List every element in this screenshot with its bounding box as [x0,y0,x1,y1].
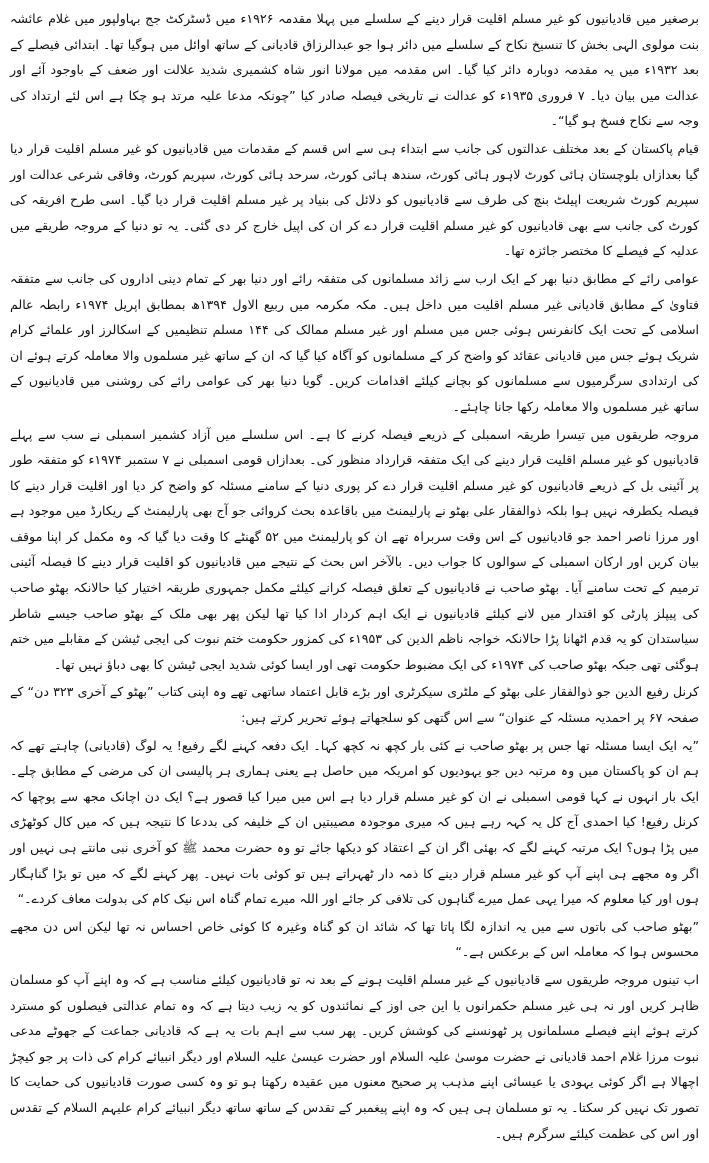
quote-bhutto: ”یہ ایک ایسا مسئلہ تھا جس پر بھٹو صاحب نے کئی بار کچھ نہ کچھ کہا۔ ایک دفعہ کہنے لگے رفیع! یہ لوگ (قادیانی) چاہتے تھے کہ ہم ان کو پاکستان میں وہ مرتبہ دیں جو یہودیوں کو امریکہ میں حاصل ہے یعنی ہماری ہر پالیسی ان کی مرضی کے مطابق چلے۔ ایک بار انہوں نے کہا قومی اسمبلی نے ان کو غیر مسلم قرار دیا ہے اس میں میرا کیا قصور ہے؟ ایک دن اچانک مجھ سے پوچھا کہ کرنل رفیع! کیا احمدی آج کل یہ کہہ رہے ہیں کہ میری موجودہ مصیبتیں ان کے خلیفہ کی بددعا کا نتیجہ ہیں کہ میں کال کوٹھڑی میں پڑا ہوں؟ ایک مرتبہ کہنے لگے کہ بھئی اگر ان کے اعتقاد کو دیکھا جائے تو وہ حضرت محمد ﷺ کو آخری نبی مانتے ہی نہیں اور اگر وہ مجھے ہی اپنے آپ کو غیر مسلم قرار دینے کا ذمہ دار ٹھہراتے ہیں تو کوئی بات نہیں۔ پھر کہنے لگے کہ میں تو بڑا گناہگار ہوں اور کیا معلوم کہ میرا یہی عمل میرے گناہوں کی تلافی کر جائے اور اللہ میرے تمام گناہ اس نیک کام کی بدولت معاف کردے۔“ [10,737,699,907]
paragraph-assembly: مروجہ طریقوں میں تیسرا طریقہ اسمبلی کے ذریعے فیصلہ کرنے کا ہے۔ اس سلسلے میں آزاد کشمیر اسمبلی نے سب سے پہلے قادیانیوں کو غیر مسلم اقلیت قرار دینے کی ایک متفقہ قرارداد منظور کی۔ بعدازاں قومی اسمبلی نے ۷ ستمبر ۱۹۷۴ء کو متفقہ طور پر آئینی بل کے ذریعے قادیانیوں کو غیر مسلم اقلیت قرار دے کر پوری دنیا کے سامنے مسئلہ کو واضح کر دیا اور اقلیت قرار دینے کا فیصلہ یکطرفہ نہیں ہوا بلکہ ذوالفقار علی بھٹو نے پارلیمنٹ میں باقاعدہ بحث کروائی جو آج بھی پارلیمنٹ کے ریکارڈ میں موجود ہے اور مرزا ناصر احمد جو قادیانیوں کے اس وقت سربراہ تھے ان کو پارلیمنٹ میں ۵۲ گھنٹے کا وقت دیا گیا کہ وہ مکمل کر اپنا موقف بیان کریں اور ارکان اسمبلی کے سوالوں کا جواب دیں۔ بالآخر اس بحث کے نتیجے میں قادیانیوں کو اقلیت قرار دینے کا فیصلہ آئینی ترمیم کے تحت سامنے آیا۔ بھٹو صاحب نے قادیانیوں کے تعلق فیصلہ کرانے کیلئے مکمل جمہوری طریقہ اختیار کیا حالانکہ بھٹو صاحب کی پیپلز پارٹی کو اقتدار میں لانے کیلئے قادیانیوں نے ایک اہم کردار ادا کیا تھا لیکن پھر بھی ملک کے بھٹو صاحب جیسے شاطر سیاستدان کو یہ قدم اٹھانا پڑا حالانکہ خواجہ ناظم الدین کی ۱۹۵۳ء کی کمزور حکومت ختم نبوت کی ایجی ٹیشن کے مقابلے میں ختم ہوگئی تھی جبکہ بھٹو صاحب کی ۱۹۷۴ء کی ایک مضبوط حکومت تھی اور ایسا کوئی شدید ایجی ٹیشن کا بھی دباؤ نہیں تھا۔ [10,426,699,672]
paragraph-first-case: برصغیر میں قادیانیوں کو غیر مسلم اقلیت قرار دینے کے سلسلے میں پہلا مقدمہ ۱۹۲۶ء میں ڈسٹرکٹ جج بہاولپور میں غلام عائشہ بنت مولوی الہی بخش کا تنسیخ نکاح کے سلسلے میں دائر ہوا جو عبدالرزاق قادیانی کے ساتھ اوائل میں ہوگیا تھا۔ ابتدائی فیصلے کے بعد ۱۹۳۲ء میں یہ مقدمہ دوبارہ دائر کیا گیا۔ اس مقدمہ میں مولانا انور شاہ کشمیری شدید علالت اور ضعف کے باوجود آئے اور عدالت میں بیان دیا۔ ۷ فروری ۱۹۳۵ء کو عدالت نے تاریخی فیصلہ صادر کیا ”چونکہ مدعا علیہ مرتد ہو چکا ہے اس لئے ارتداد کی وجہ سے نکاح فسخ ہو گیا“۔ [10,11,699,129]
paragraph-closing-quote: ”بھٹو صاحب کی باتوں سے میں یہ اندازہ لگا پاتا تھا کہ شائد ان کو گناہ وغیرہ کا کوئی خاص احساس نہ تھا لیکن اس دن مجھے محسوس ہوا کہ معاملہ اس کے برعکس ہے۔“ [10,918,699,960]
paragraph-colonel-rafi: کرنل رفیع الدین جو ذوالفقار علی بھٹو کے ملٹری سیکرٹری اور بڑے قابل اعتماد ساتھی تھے وہ اپنی کتاب ”بھٹو کے آخری ۳۲۳ دن“ کے صفحہ ۶۷ پر احمدیہ مسئلہ کے عنوان“ سے اس گتھی کو سلجھاتے ہوئے تحریر کرتے ہیں: [10,684,699,726]
paragraph-conclusion: اب تینوں مروجہ طریقوں سے قادیانیوں کے غیر مسلم اقلیت ہونے کے بعد نہ تو قادیانیوں کیلئے مناسب ہے کہ وہ اپنے آپ کو مسلمان ظاہر کریں اور نہ ہی غیر مسلم حکمرانوں یا این جی اوز کے نمائندوں کو یہ زیب دیتا ہے کہ وہ تمام عدالتی فیصلوں کو مسترد کرتے ہوئے اپنے فیصلے مسلمانوں پر ٹھونسنے کی کوشش کریں۔ پھر سب سے اہم بات یہ ہے کہ قادیانی جماعت کے جھوٹے مدعی نبوت مرزا غلام احمد قادیانی نے حضرت موسیٰ علیہ السلام اور حضرت عیسیٰ علیہ السلام اور دیگر انبیائے کرام کی ذات پر جو کیچڑ اچھالا ہے اگر کوئی یہودی یا عیسائی اپنے مذہب پر صحیح معنوں میں عقیدہ رکھتا ہو تو وہ کسی صورت قادیانیوں کی حمایت کا تصور تک نہیں کر سکتا۔ یہ تو مسلمان ہی ہیں کہ وہ اپنے پیغمبر کے تقدس کے ساتھ ساتھ دیگر انبیائے کرام علیہم السلام کے تقدس اور اس کی عظمت کیلئے سرگرم ہیں۔ [10,971,699,1141]
paragraph-public-opinion: عوامی رائے کے مطابق دنیا بھر کے ایک ارب سے زائد مسلمانوں کی متفقہ رائے اور دنیا بھر کے تمام دینی اداروں کی جانب سے متفقہ فتاویٰ کے مطابق قادیانی غیر مسلم اقلیت میں داخل ہیں۔ مکہ مکرمہ میں ربیع الاول ۱۳۹۴ھ بمطابق اپریل ۱۹۷۴ء رابطہ عالم اسلامی کے تحت ایک کانفرنس ہوئی جس میں مسلم اور غیر مسلم ممالک کی ۱۴۴ مسلم تنظیمیں کے اسکالرز اور علمائے کرام شریک ہوئے جس میں قادیانی عقائد کو واضح کر کے مسلمانوں کو آگاہ کیا گیا کہ ان کے ساتھ غیر مسلموں والا معاملہ کرتے ہوئے ان کی ارتدادی سرگرمیوں سے مسلمانوں کو بچانے کیلئے اقدامات کریں۔ گویا دنیا بھر کی عوامی رائے کی روشنی میں قادیانیوں کے ساتھ غیر مسلموں والا معاملہ رکھا جانا چاہئے۔ [10,270,699,414]
paragraph-courts: قیام پاکستان کے بعد مختلف عدالتوں کی جانب سے ابتداء ہی سے اس قسم کے مقدمات میں قادیانیوں کو غیر مسلم اقلیت قرار دیا گیا بعدازاں بلوچستان ہائی کورٹ لاہور ہائی کورٹ، سندھ ہائی کورٹ، سرحد ہائی کورٹ، سپریم کورٹ، وفاقی شرعی عدالت اور سپریم کورٹ شریعت اپیلٹ بنچ کی طرف سے قادیانیوں کو دلائل کی بنیاد پر غیر مسلم اقلیت قرار دیا گیا۔ اسی طرح افریقہ کی کورٹ کی جانب سے بھی قادیانیوں کو غیر مسلم اقلیت قرار دے کر ان کی اپیل خارج کر دی گئی۔ یہ تو دنیا کے مروجہ طریقے میں عدلیہ کے فیصلے کا مختصر جائزہ تھا۔ [10,140,699,259]
